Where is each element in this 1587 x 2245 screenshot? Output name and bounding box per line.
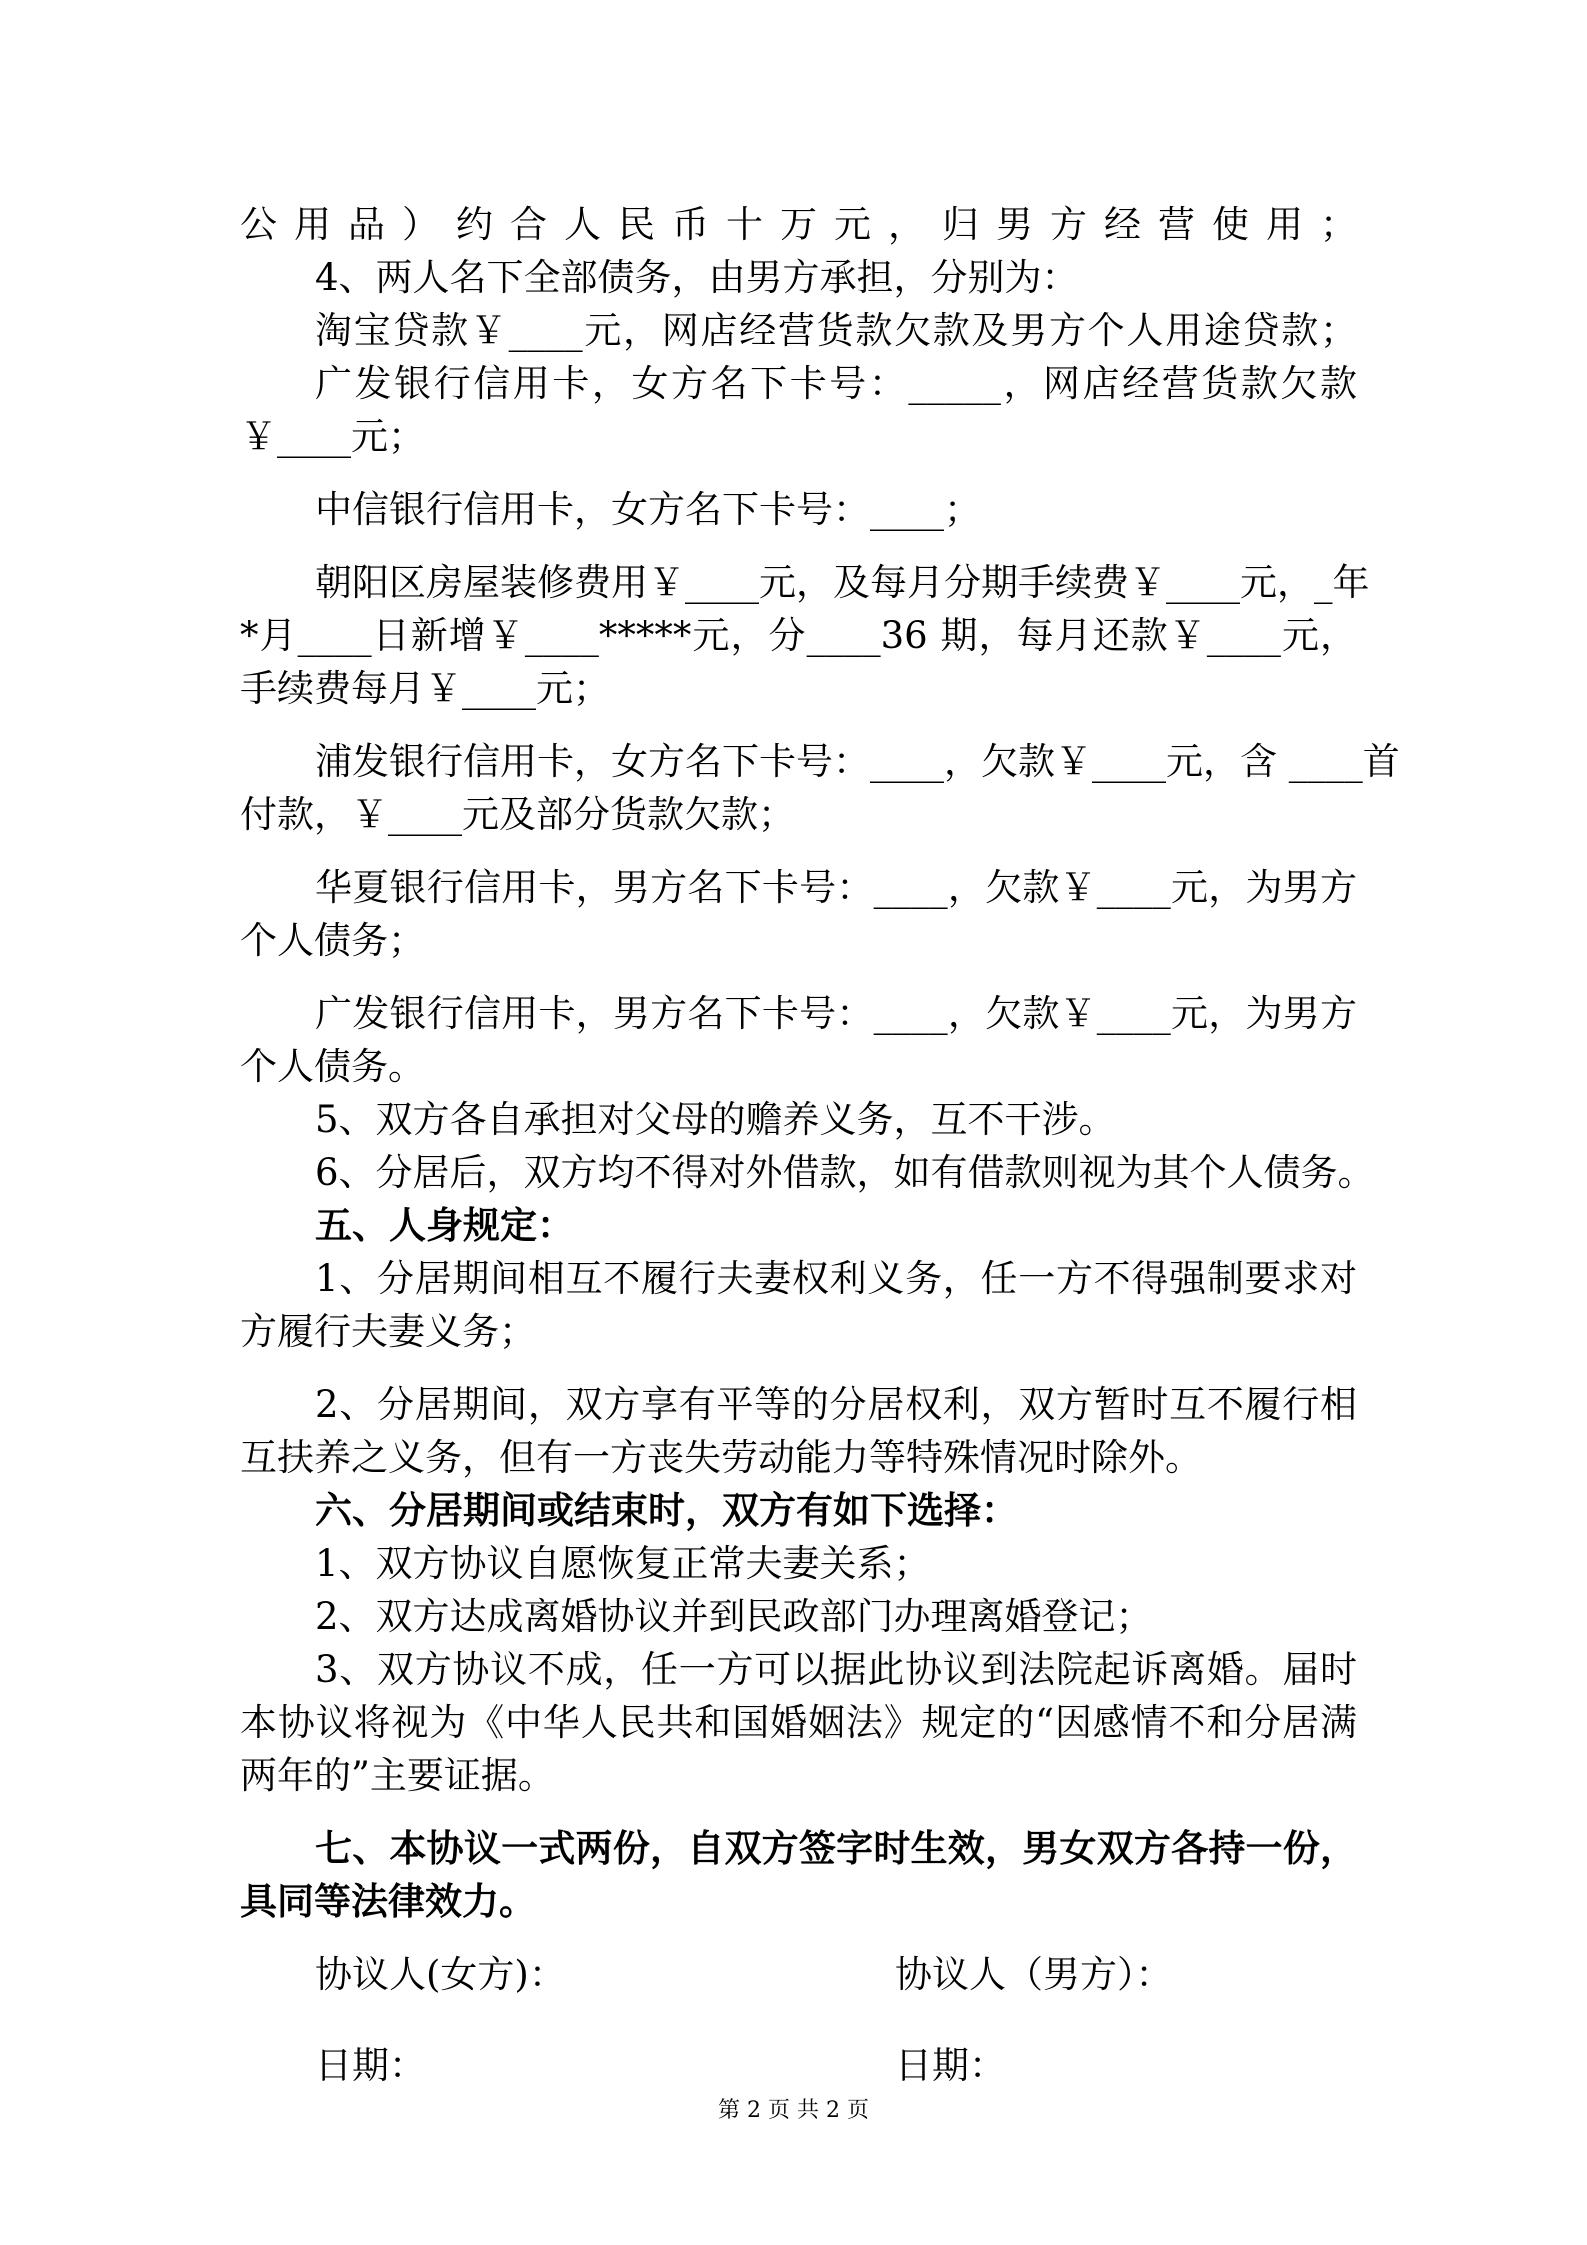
paragraph-line: 方履行夫妻义务； [240, 1310, 536, 1353]
paragraph-line: 手续费每月￥____元； [240, 667, 610, 710]
paragraph-line: 朝阳区房屋装修费用￥____元，及每月分期手续费￥____元，_年 [315, 561, 1370, 604]
document-body [240, 198, 1400, 2092]
section-heading: 六、分居期间或结束时，双方有如下选择： [315, 1488, 1018, 1532]
section-heading: 具同等法律效力。 [240, 1879, 536, 1923]
paragraph-line: 4、两人名下全部债务，由男方承担，分别为： [315, 256, 1079, 299]
paragraph-line: 付款，￥____元及部分货款欠款； [240, 793, 795, 836]
paragraph-line: ￥____元； [240, 415, 425, 458]
male-signature-label: 协议人（男方）： [895, 1953, 1173, 1996]
date-label-right: 日期： [895, 2044, 1006, 2087]
paragraph-line: 个人债务； [240, 919, 425, 962]
section-heading: 七、本协议一式两份，自双方签字时生效，男女双方各持一份， [315, 1826, 1357, 1870]
page-footer: 第 2 页 共 2 页 [718, 2098, 869, 2123]
paragraph-line: 华夏银行信用卡，男方名下卡号：____，欠款￥____元，为男方 [315, 866, 1357, 909]
paragraph-line: 个人债务。 [240, 1045, 425, 1088]
section-heading: 五、人身规定： [315, 1203, 574, 1247]
female-signature-label: 协议人(女方)： [315, 1953, 566, 1996]
date-row [240, 2039, 1357, 2092]
paragraph-line: 互扶养之义务，但有一方丧失劳动能力等特殊情况时除外。 [240, 1436, 1202, 1479]
paragraph-line: 两年的”主要证据。 [240, 1754, 555, 1797]
paragraph-line: 2、分居期间，双方享有平等的分居权利，双方暂时互不履行相 [315, 1383, 1357, 1426]
paragraph-line: *月____日新增￥____*****元，分____36 期，每月还款￥____元， [240, 614, 1357, 657]
paragraph-line: 1、双方协议自愿恢复正常夫妻关系； [315, 1542, 931, 1585]
paragraph-line: 公用品）约合人民币十万元，归男方经营使用； [240, 203, 1357, 246]
paragraph-line: 广发银行信用卡，男方名下卡号：____，欠款￥____元，为男方 [315, 992, 1357, 1035]
paragraph-line: 2、双方达成离婚协议并到民政部门办理离婚登记； [315, 1595, 1153, 1638]
paragraph-line: 3、双方协议不成，任一方可以据此协议到法院起诉离婚。届时 [315, 1648, 1357, 1691]
paragraph-line: 淘宝贷款￥____元，网店经营货款欠款及男方个人用途贷款； [315, 309, 1357, 352]
date-label-left: 日期： [315, 2044, 426, 2087]
paragraph-line: 广发银行信用卡，女方名下卡号：_____，网店经营货款欠款 [315, 362, 1357, 405]
signature-row [240, 1948, 1357, 2001]
paragraph-line: 中信银行信用卡，女方名下卡号：____； [315, 488, 981, 531]
paragraph-line: 5、双方各自承担对父母的赡养义务，互不干涉。 [315, 1098, 1116, 1141]
paragraph-line: 6、分居后，双方均不得对外借款，如有借款则视为其个人债务。 [315, 1151, 1375, 1194]
paragraph-line: 浦发银行信用卡，女方名下卡号：____，欠款￥____元，含 ____首 [315, 740, 1400, 783]
paragraph-line: 本协议将视为《中华人民共和国婚姻法》规定的“因感情不和分居满 [240, 1701, 1357, 1744]
paragraph-line: 1、分居期间相互不履行夫妻权利义务，任一方不得强制要求对 [315, 1257, 1357, 1300]
